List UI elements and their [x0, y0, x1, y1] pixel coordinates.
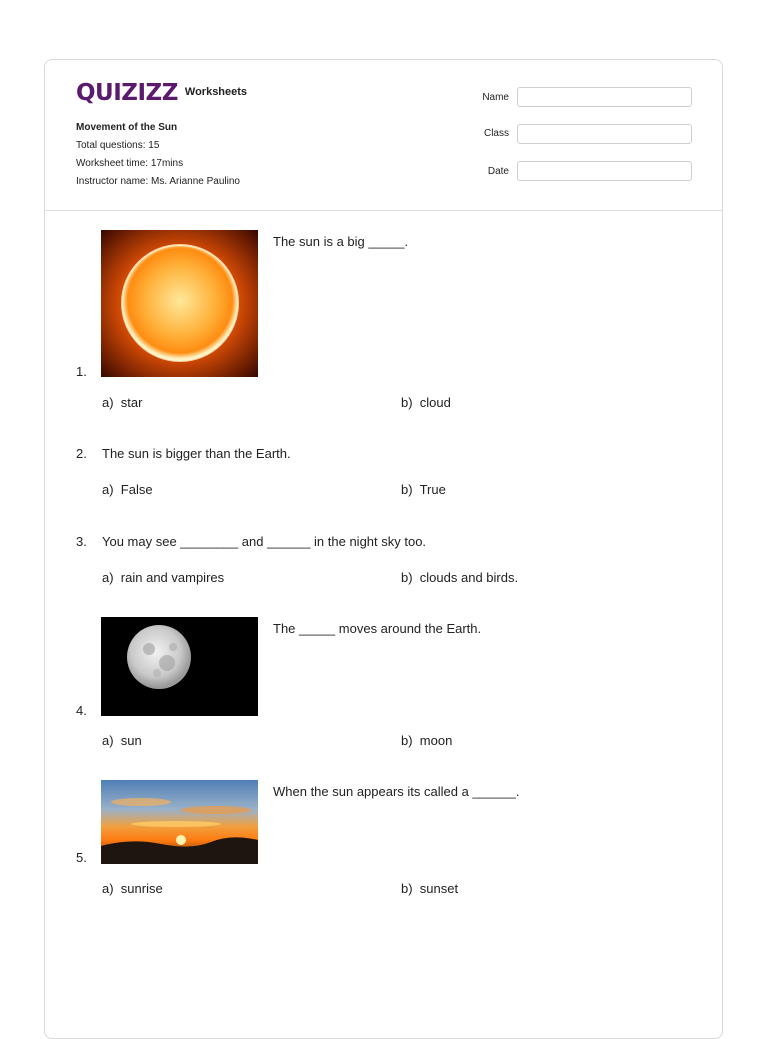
option-letter: a)	[102, 482, 114, 497]
quizizz-logo	[76, 80, 247, 106]
option-letter: b)	[401, 570, 413, 585]
question-2-option-b[interactable]	[401, 482, 446, 497]
date-label: Date	[487, 166, 509, 177]
option-text: moon	[419, 733, 453, 748]
option-letter: b)	[401, 482, 413, 497]
question-2-number: 2.	[76, 446, 87, 461]
worksheet-time: Worksheet time: 17mins	[76, 158, 184, 169]
question-2-option-a[interactable]	[102, 482, 153, 497]
option-text: False	[120, 482, 153, 497]
sun-image	[101, 230, 258, 377]
option-text: clouds and birds.	[419, 570, 519, 585]
sunrise-image	[101, 780, 258, 864]
question-2-text: The sun is bigger than the Earth.	[102, 446, 291, 461]
option-text: sunrise	[120, 881, 163, 896]
name-field[interactable]	[517, 87, 692, 107]
option-letter: a)	[102, 881, 114, 896]
option-letter: a)	[102, 395, 114, 410]
worksheet-meta	[76, 119, 240, 191]
question-4-option-a[interactable]	[102, 733, 142, 748]
class-field[interactable]	[517, 124, 692, 144]
question-3-text: You may see ________ and ______ in the night sky too.	[102, 534, 427, 549]
option-text: cloud	[419, 395, 451, 410]
option-text: sun	[120, 733, 142, 748]
option-text: star	[120, 395, 143, 410]
option-text: True	[419, 482, 446, 497]
option-letter: a)	[102, 733, 114, 748]
class-label: Class	[483, 128, 509, 139]
worksheet-title: Movement of the Sun	[76, 122, 178, 133]
option-text: sunset	[419, 881, 459, 896]
question-5-number: 5.	[76, 850, 87, 865]
total-questions: Total questions: 15	[76, 140, 160, 151]
question-3-option-b[interactable]	[401, 570, 518, 585]
question-4-number: 4.	[76, 703, 87, 718]
question-5-option-a[interactable]	[102, 881, 163, 896]
option-letter: b)	[401, 881, 413, 896]
question-3-number: 3.	[76, 534, 87, 549]
logo-subtitle: Worksheets	[184, 86, 248, 98]
question-4-option-b[interactable]	[401, 733, 452, 748]
question-5-option-b[interactable]	[401, 881, 458, 896]
question-1-number: 1.	[76, 364, 87, 379]
question-1-option-a[interactable]	[102, 395, 142, 410]
instructor-name: Instructor name: Ms. Arianne Paulino	[76, 176, 240, 187]
date-field[interactable]	[517, 161, 692, 181]
option-letter: a)	[102, 570, 114, 585]
worksheet-header	[45, 60, 722, 211]
moon-image	[101, 617, 258, 716]
question-1-option-b[interactable]	[401, 395, 451, 410]
question-1-text: The sun is a big _____.	[273, 234, 409, 249]
logo-wordmark: QUIZIZZ	[76, 80, 178, 106]
option-text: rain and vampires	[120, 570, 225, 585]
question-3-option-a[interactable]	[102, 570, 224, 585]
question-4-text: The _____ moves around the Earth.	[273, 621, 482, 636]
option-letter: b)	[401, 395, 413, 410]
question-5-text: When the sun appears its called a ______.	[273, 784, 520, 799]
option-letter: b)	[401, 733, 413, 748]
name-label: Name	[482, 92, 509, 103]
